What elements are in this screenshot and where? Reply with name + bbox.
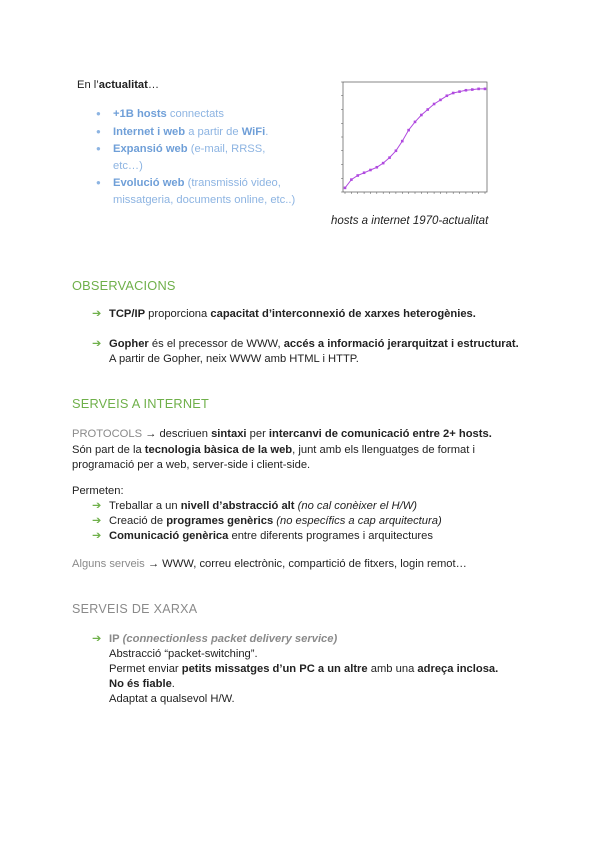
serveis-heading: SERVEIS A INTERNET bbox=[72, 396, 210, 411]
data-point bbox=[477, 88, 480, 91]
list-item: ● Internet i web a partir de WiFi. bbox=[96, 124, 296, 141]
current-bullets bbox=[96, 106, 296, 209]
xarxa-heading: SERVEIS DE XARXA bbox=[72, 602, 198, 616]
permeten-label: Permeten: bbox=[72, 485, 124, 497]
arrow-icon: ➔ bbox=[92, 308, 102, 320]
chart-caption: hosts a internet 1970-actualitat bbox=[331, 215, 489, 227]
permet-item-1: ➔ Treballar a un nivell d’abstracció alt (no cal conèixer el H/W) bbox=[92, 500, 417, 512]
data-point bbox=[484, 88, 487, 91]
list-item: ● Evolució web (transmissió video, missatgeria, documents online, etc..) bbox=[96, 175, 296, 208]
data-point bbox=[363, 171, 366, 174]
data-point bbox=[350, 178, 353, 181]
data-point bbox=[465, 89, 468, 92]
observacio-gopher: ➔ Gopher és el precessor de WWW, accés a informació jerarquitzat i estructurat. A partir de Gopher, neix WWW amb HTML i HTTP. bbox=[92, 338, 519, 365]
data-point bbox=[382, 162, 385, 165]
data-point bbox=[414, 121, 417, 124]
data-point bbox=[426, 108, 429, 111]
data-point bbox=[439, 99, 442, 102]
permet-item-2: ➔ Creació de programes genèrics (no específics a cap arquitectura) bbox=[92, 515, 442, 527]
observacio-tcpip: ➔ TCP/IP proporciona capacitat d’interconnexió de xarxes heterogènies. bbox=[92, 308, 476, 320]
data-point bbox=[420, 114, 423, 117]
arrow-icon: ➔ bbox=[92, 633, 102, 645]
hosts-chart bbox=[319, 78, 491, 203]
alguns-serveis: Alguns serveis → WWW, correu electrònic, compartició de fitxers, login remot… bbox=[72, 558, 467, 570]
permet-item-3: ➔ Comunicació genèrica entre diferents programes i arquitectures bbox=[92, 530, 433, 542]
data-point bbox=[356, 174, 359, 177]
data-point bbox=[344, 187, 347, 190]
data-point bbox=[446, 94, 449, 97]
ip-block: ➔ IP (connectionless packet delivery service) Abstracció “packet-switching”. Permet enviar petits missatges d’un PC a un altre amb una adreça inclosa. No és fiable. Adaptat a qualsevol H/W. bbox=[92, 633, 499, 705]
data-point bbox=[369, 169, 372, 172]
arrow-icon: ➔ bbox=[92, 338, 102, 350]
data-point bbox=[376, 166, 379, 169]
intro-line: En l’actualitat… bbox=[77, 79, 160, 91]
plot-frame bbox=[343, 82, 487, 192]
observacions-heading: OBSERVACIONS bbox=[72, 278, 176, 293]
data-point bbox=[395, 149, 398, 152]
data-point bbox=[458, 90, 461, 93]
list-item: ● +1B hosts connectats bbox=[96, 106, 296, 123]
arrow-icon: ➔ bbox=[92, 515, 102, 527]
arrow-icon: ➔ bbox=[92, 530, 102, 542]
data-point bbox=[471, 88, 474, 91]
data-point bbox=[433, 103, 436, 106]
arrow-icon: ➔ bbox=[92, 500, 102, 512]
protocols-paragraph: PROTOCOLS → descriuen sintaxi per intercanvi de comunicació entre 2+ hosts. Són part de la tecnologia bàsica de la web, junt amb els llenguatges de format i programació per a web, server-side i client-side. bbox=[72, 428, 492, 471]
data-point bbox=[388, 156, 391, 159]
list-item: ● Expansió web (e-mail, RRSS, etc…) bbox=[96, 141, 296, 174]
data-point bbox=[452, 92, 455, 95]
data-point bbox=[407, 129, 410, 132]
data-point bbox=[401, 140, 404, 143]
